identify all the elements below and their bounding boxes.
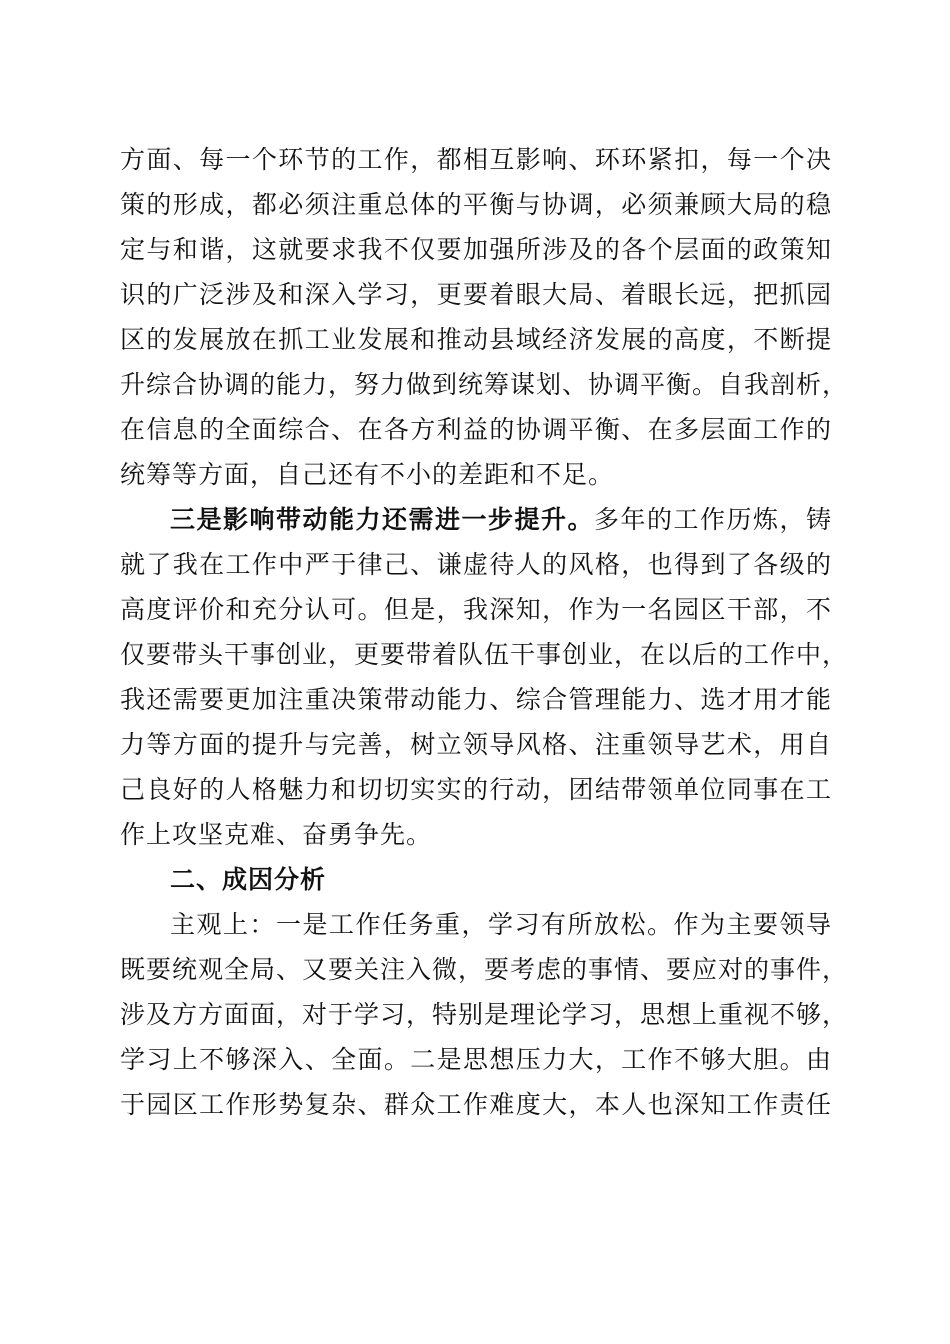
text-line: 策的形成，都必须注重总体的平衡与协调，必须兼顾大局的稳 <box>120 190 832 219</box>
text-line: 既要统观全局、又要关注入微，要考虑的事情、要应对的事件， <box>120 955 849 984</box>
text-line: 仅要带头干事创业，更要带着队伍干事创业，在以后的工作中， <box>120 640 849 669</box>
paragraph-lead-text: 多年的工作历炼，铸 <box>593 505 832 534</box>
text-line: 方面、每一个环节的工作，都相互影响、环环紧扣，每一个决 <box>120 145 832 174</box>
paragraph-continuation <box>120 137 849 497</box>
paragraph-influence <box>120 497 849 857</box>
text-line: 涉及方方面面，对于学习，特别是理论学习，思想上重视不够， <box>120 1000 849 1029</box>
text-line: 学习上不够深入、全面。二是思想压力大，工作不够大胆。由 <box>120 1045 832 1074</box>
paragraph-lead-heading: 三是影响带动能力还需进一步提升。 <box>170 505 594 534</box>
paragraph-cause-analysis <box>120 902 849 1127</box>
text-line: 高度评价和充分认可。但是，我深知，作为一名园区干部，不 <box>120 595 832 624</box>
text-line: 作上攻坚克难、奋勇争先。 <box>120 820 433 849</box>
text-line: 区的发展放在抓工业发展和推动县域经济发展的高度，不断提 <box>120 325 832 354</box>
text-line: 己良好的人格魅力和切切实实的行动，团结带领单位同事在工 <box>120 775 832 804</box>
text-line: 升综合协调的能力，努力做到统筹谋划、协调平衡。自我剖析， <box>120 370 849 399</box>
text-line: 于园区工作形势复杂、群众工作难度大，本人也深知工作责任 <box>120 1090 832 1119</box>
text-line: 力等方面的提升与完善，树立领导风格、注重领导艺术，用自 <box>120 730 832 759</box>
paragraph-first-line: 主观上：一是工作任务重，学习有所放松。作为主要领导 <box>170 910 832 939</box>
text-line: 我还需要更加注重决策带动能力、综合管理能力、选才用才能 <box>120 685 832 714</box>
paragraph-first-line <box>120 497 832 542</box>
text-line: 在信息的全面综合、在各方利益的协调平衡、在多层面工作的 <box>120 415 832 444</box>
section-heading <box>120 857 832 902</box>
text-line: 识的广泛涉及和深入学习，更要着眼大局、着眼长远，把抓园 <box>120 280 832 309</box>
text-line: 就了我在工作中严于律己、谦虚待人的风格，也得到了各级的 <box>120 550 832 579</box>
section-heading-text: 二、成因分析 <box>170 865 327 894</box>
text-line: 定与和谐，这就要求我不仅要加强所涉及的各个层面的政策知 <box>120 235 832 264</box>
text-line: 统筹等方面，自己还有不小的差距和不足。 <box>120 460 615 489</box>
